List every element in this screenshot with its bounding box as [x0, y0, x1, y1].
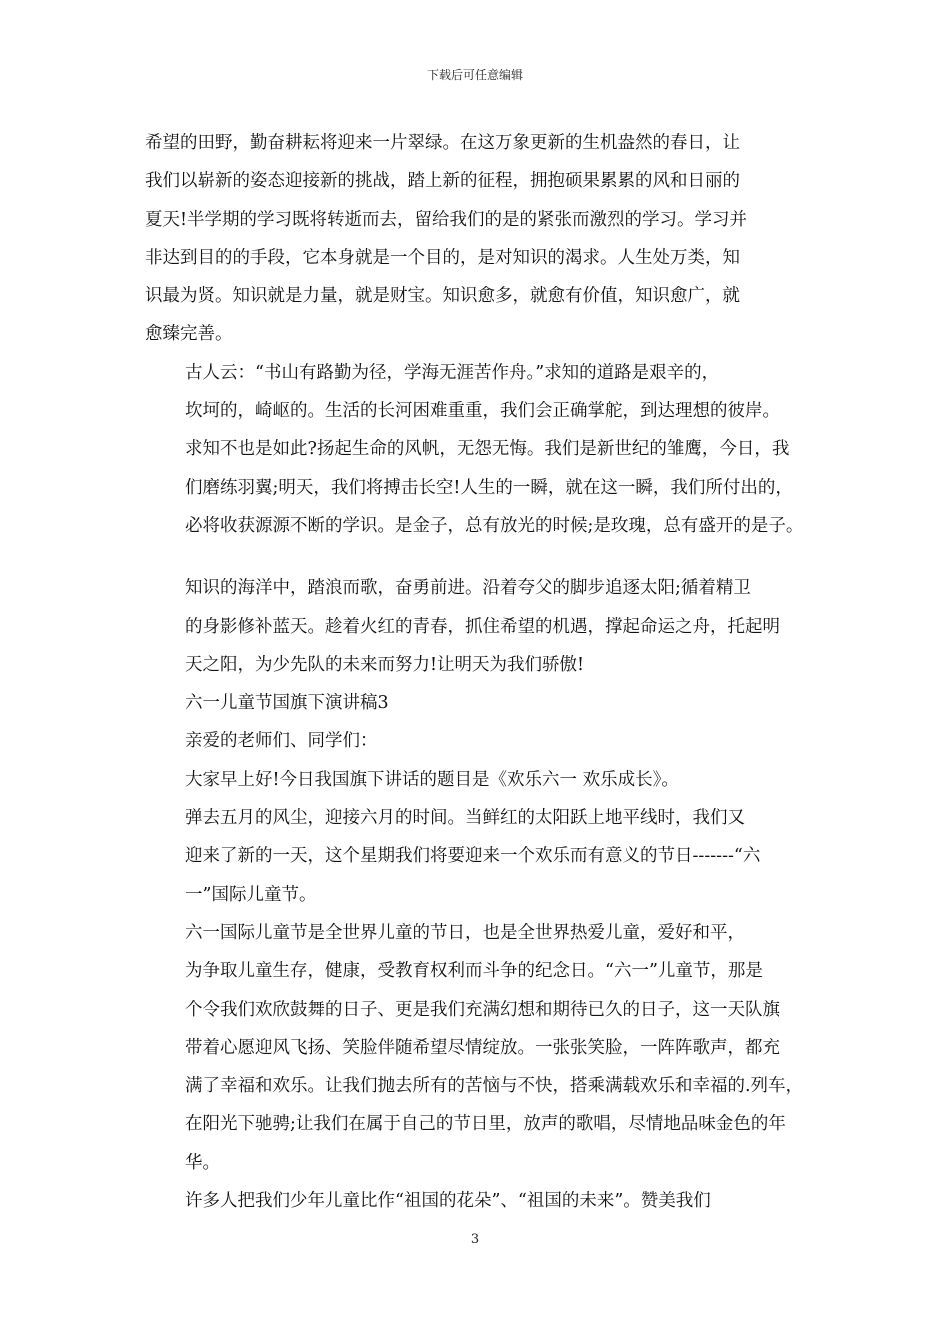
paragraph-gap	[145, 545, 815, 569]
paragraph: 知识的海洋中，踏浪而歌，奋勇前进。沿着夸父的脚步追逐太阳;循着精卫 的身影修补蓝天。趁着火红的青春，抓住希望的机遇，撑起命运之舟，托起明 天之阳，为少先队的未来而努力!让明天为我们骄傲!	[185, 578, 780, 675]
paragraph: 古人云：“书山有路勤为径，学海无涯苦作舟。”求知的道路是艰辛的， 坎坷的，崎岖的。生活的长河困难重重，我们会正确掌舵，到达理想的彼岸。 求知不也是如此?扬起生命的风帆，无怨无悔。我们是新世纪的雏鹰，今日，我 们磨练羽翼;明天，我们将搏击长空!人生的一瞬，就在这一瞬，我们所付出的， 必将收获源源不断的学识。是金子，总有放光的时候;是玫瑰，总有盛开的是子。	[185, 362, 804, 536]
section-title: 六一儿童节国旗下演讲稿3	[185, 693, 389, 714]
paragraph: 希望的田野，勤奋耕耘将迎来一片翠绿。在这万象更新的生机盎然的春日，让 我们以崭新的姿态迎接新的挑战，踏上新的征程，拥抱硕果累累的风和日丽的 夏天!半学期的学习既将转逝而去，留给我们的是的紧张而激烈的学习。学习并 非达到目的的手段，它本身就是一个目的，是对知识的渴求。人生处万类，知 识最为贤。知识就是力量，就是财宝。知识愈多，就愈有价值，知识愈广，就 愈臻完善。	[145, 133, 748, 345]
paragraph: 六一国际儿童节是全世界儿童的节日，也是全世界热爱儿童，爱好和平， 为争取儿童生存，健康，受教育权利而斗争的纪念日。“六一”儿童节，那是 个令我们欢欣鼓舞的日子、更是我们充满幻想和期待已久的日子，这一天队旗 带着心愿迎风飞扬、笑脸伴随希望尽情绽放。一张张笑脸，一阵阵歌声，都充 满了幸福和欢乐。让我们抛去所有的苦恼与不快，搭乘满载欢乐和幸福的.列车， 在阳光下驰骋;让我们在属于自己的节日里，放声的歌唱，尽情地品味金色的年 华。	[185, 922, 804, 1173]
paragraph: 弹去五月的风尘，迎接六月的时间。当鲜红的太阳跃上地平线时，我们又 迎来了新的一天，这个星期我们将要迎来一个欢乐而有意义的节日-------“六 一”国际儿童节。	[185, 808, 761, 905]
paragraph: 许多人把我们少年儿童比作“祖国的花朵”、“祖国的未来”。赞美我们	[185, 1191, 711, 1212]
salutation: 亲爱的老师们、同学们：	[185, 731, 378, 752]
paragraph: 大家早上好!今日我国旗下讲话的题目是《欢乐六一 欢乐成长》。	[185, 769, 679, 790]
page-number: 3	[470, 1232, 480, 1247]
document-body	[145, 124, 815, 1220]
page-header: 下载后可任意编辑	[426, 68, 523, 82]
